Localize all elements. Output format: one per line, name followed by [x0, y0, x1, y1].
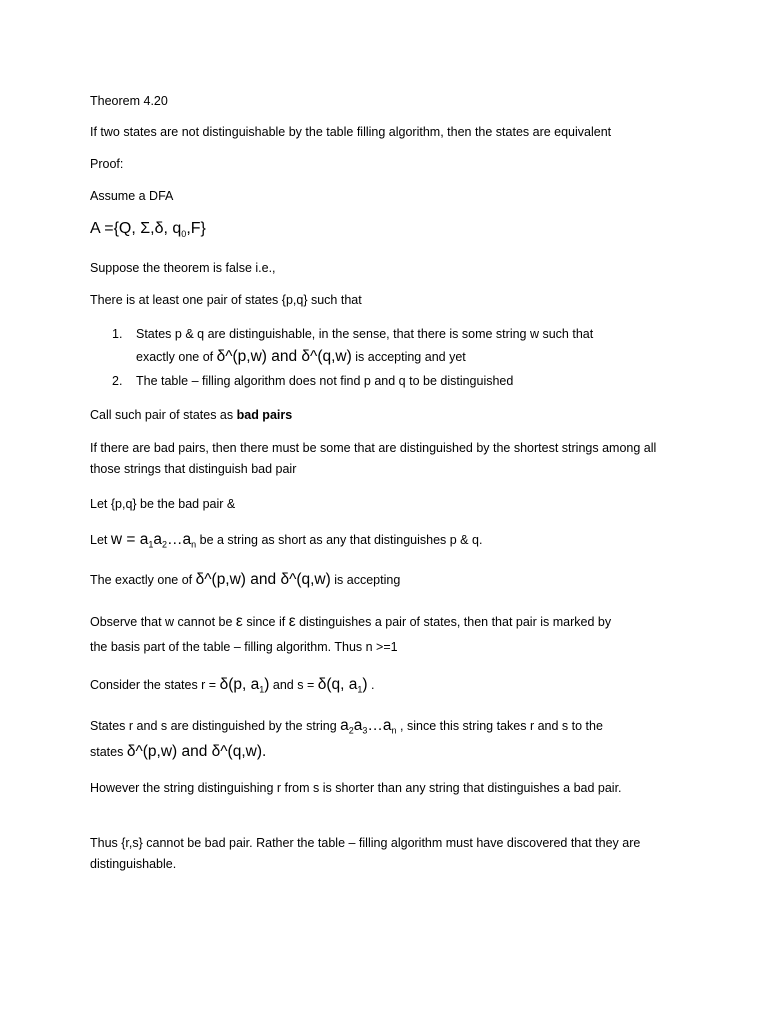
- observe-mid: since if: [242, 615, 289, 629]
- call-pre: Call such pair of states as: [90, 408, 237, 422]
- let-w-math: w = a: [110, 531, 149, 548]
- consider-r-close: ): [264, 676, 270, 693]
- let-w-sub2: 2: [161, 539, 167, 550]
- states-rs-math2: a: [353, 717, 363, 734]
- dfa-def-suffix: ,F}: [186, 220, 206, 237]
- list-item-1-number: 1.: [112, 327, 123, 341]
- consider-r-math: δ(p, a: [219, 676, 260, 693]
- call-bold: bad pairs: [236, 408, 293, 422]
- list-item-2-text: The table – filling algorithm does not find p and q to be distinguished: [136, 374, 514, 388]
- exactly-post: is accepting: [330, 573, 401, 587]
- states-rs-math3: …a: [367, 717, 392, 734]
- thus-paragraph: Thus {r,s} cannot be bad pair. Rather the table – filling algorithm must have discovered that they are distinguishable.: [90, 836, 641, 871]
- item1-line2-post: is accepting and yet: [351, 350, 466, 364]
- observe-line-1: [90, 612, 690, 632]
- states-rs-line-1: [90, 716, 690, 741]
- list-item-1-line2: [136, 347, 466, 367]
- exactly-math: δ^(p,w) and δ^(q,w): [195, 571, 331, 588]
- states-rs-subn: n: [391, 725, 397, 736]
- let-w-line: [90, 530, 690, 555]
- consider-end: .: [367, 678, 375, 692]
- dfa-def-prefix: A ={Q, Σ,δ, q: [90, 220, 182, 237]
- assume-dfa: Assume a DFA: [90, 189, 174, 203]
- dfa-definition: [90, 219, 690, 244]
- epsilon-symbol-2: ε: [288, 613, 296, 630]
- let-w-subn: n: [191, 539, 197, 550]
- if-bad-pairs-paragraph: If there are bad pairs, then there must be some that are distinguished by the shortest strings among all those strings that distinguish bad pair: [90, 441, 657, 476]
- let-w-sub1: 1: [148, 539, 154, 550]
- item1-line2-math: δ^(p,w) and δ^(q,w): [216, 348, 352, 365]
- let-w-post: be a string as short as any that distinguishes p & q.: [196, 533, 483, 547]
- states-rs-sub3: 3: [362, 725, 368, 736]
- observe-post: distinguishes a pair of states, then that pair is marked by: [295, 615, 612, 629]
- proof-label: Proof:: [90, 157, 124, 171]
- consider-s-math: δ(q, a: [317, 676, 358, 693]
- call-bad-pairs: [90, 405, 690, 425]
- states-line2-pre: states: [90, 745, 127, 759]
- suppose-line: Suppose the theorem is false i.e.,: [90, 261, 276, 275]
- theorem-title: Theorem 4.20: [90, 94, 168, 108]
- however-paragraph: However the string distinguishing r from s is shorter than any string that distinguishes a bad pair.: [90, 781, 622, 795]
- observe-pre: Observe that w cannot be: [90, 615, 236, 629]
- consider-mid: and s =: [269, 678, 318, 692]
- exactly-pre: The exactly one of: [90, 573, 196, 587]
- dfa-def-sub: 0: [181, 229, 187, 240]
- theorem-statement: If two states are not distinguishable by the table filling algorithm, then the states are equivalent: [90, 125, 612, 139]
- states-rs-post: , since this string takes r and s to the: [396, 719, 603, 733]
- exactly-one-line: [90, 570, 690, 590]
- consider-r-sub: 1: [259, 684, 265, 695]
- states-rs-pre: States r and s are distinguished by the string: [90, 719, 341, 733]
- consider-pre: Consider the states r =: [90, 678, 220, 692]
- epsilon-symbol-1: ε: [235, 613, 243, 630]
- states-rs-math: a: [340, 717, 349, 734]
- states-rs-line-2: [90, 742, 690, 762]
- list-item-2-number: 2.: [112, 374, 123, 388]
- states-line2-math: δ^(p,w) and δ^(q,w).: [126, 743, 267, 760]
- consider-s-sub: 1: [357, 684, 363, 695]
- let-w-pre: Let: [90, 533, 111, 547]
- consider-s-close: ): [362, 676, 368, 693]
- item1-line2-pre: exactly one of: [136, 350, 217, 364]
- observe-line-2: the basis part of the table – filling algorithm. Thus n >=1: [90, 640, 398, 654]
- list-item-1-line1: States p & q are distinguishable, in the sense, that there is some string w such that: [136, 327, 594, 341]
- states-rs-sub2: 2: [348, 725, 354, 736]
- let-w-math2: a: [153, 531, 162, 548]
- let-pq-line: Let {p,q} be the bad pair &: [90, 497, 236, 511]
- let-w-math3: …a: [167, 531, 192, 548]
- at-least-one-line: There is at least one pair of states {p,q} such that: [90, 293, 362, 307]
- consider-line: [90, 675, 690, 700]
